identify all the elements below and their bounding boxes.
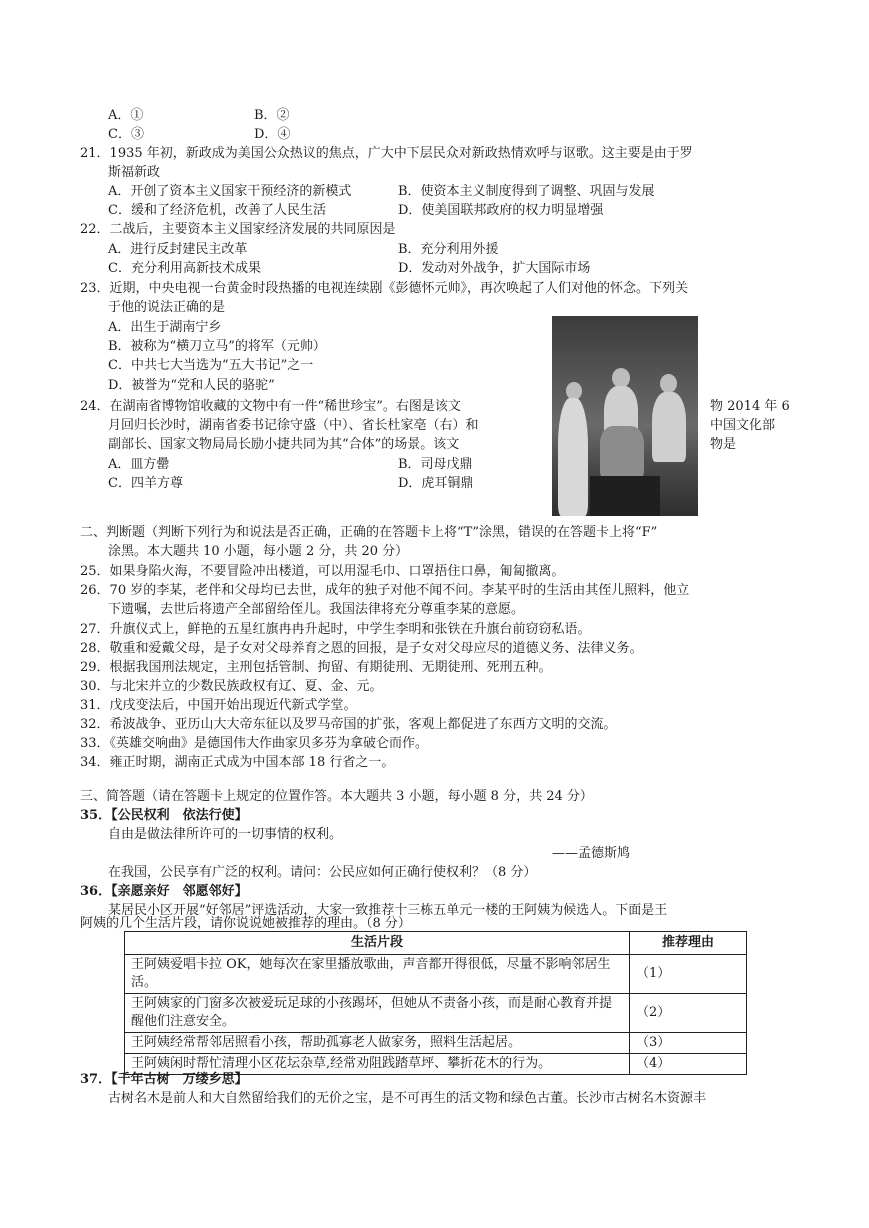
q22-option-d: D．发动对外战争，扩大国际市场 [398,261,591,276]
q21-option-a: A．开创了资本主义国家干预经济的新模式 [108,184,352,199]
q23-option-d: D．被誉为“党和人民的骆驼” [108,378,275,393]
q36-title: 36．【亲愿亲好 邻愿邻好】 [80,884,248,899]
q35-quote: 自由是做法律所许可的一切事情的权利。 [108,827,343,842]
episode-text: 王阿姨经常帮邻居照看小孩，帮助孤寡老人做家务，照料生活起居。 [125,1033,630,1054]
q37-title: 37．【千年古树 万缕乡思】 [80,1072,248,1087]
episode-text: 王阿姨爱唱卡拉 OK，她每次在家里播放歌曲，声音都开得很低，尽量不影响邻居生活。 [125,955,630,994]
q24-line3-right: 物是 [710,437,737,452]
q23-option-b: B．被称为“横刀立马”的将军（元帅） [108,339,326,354]
q21-option-c: C．缓和了经济危机，改善了人民生活 [108,203,326,218]
q25: 25．如果身陷火海，不要冒险冲出楼道，可以用湿毛巾、口罩捂住口鼻，匍匐撤离。 [80,564,565,579]
table-header-episode: 生活片段 [125,932,630,955]
q35-question: 在我国，公民享有广泛的权利。请问：公民应如何正确行使权利？（8 分） [108,865,537,880]
q26-cont: 下遗嘱，去世后将遗产全部留给侄儿。我国法律将充分尊重李某的意愿。 [108,602,525,617]
life-episodes-table [124,931,747,1075]
q24-option-d: D．虎耳铜鼎 [398,476,474,491]
q22-option-b: B．充分利用外援 [398,242,499,257]
q29: 29．根据我国刑法规定，主刑包括管制、拘留、有期徒刑、无期徒刑、死刑五种。 [80,660,552,675]
q23-option-c: C．中共七大当选为“五大书记”之一 [108,358,314,373]
q24-line2: 月回归长沙时，湖南省委书记徐守盛（中）、省长杜家亳（右）和 [108,418,479,433]
episode-text: 王阿姨家的门窗多次被爱玩足球的小孩踢坏，但她从不责备小孩，而是耐心教育并提醒他们注意安全。 [125,994,630,1033]
q24-line3: 副部长、国家文物局局长励小捷共同为其“合体”的场景。该文 [108,437,460,452]
q28: 28．敬重和爱戴父母，是子女对父母养育之恩的回报，是子女对父母应尽的道德义务、法律义务。 [80,641,643,656]
q26: 26．70 岁的李某，老伴和父母均已去世，成年的独子对他不闻不问。李某平时的生活由其侄儿照料，他立 [80,583,690,598]
reason-cell: （4） [630,1054,747,1075]
q31: 31．戊戌变法后，中国开始出现近代新式学堂。 [80,698,357,713]
q21-option-b: B．使资本主义制度得到了调整、巩固与发展 [398,184,655,199]
q23-stem-cont: 于他的说法正确的是 [108,300,226,315]
section2-heading: 二、判断题（判断下列行为和说法是否正确，正确的在答题卡上将“T”涂黑，错误的在答题卡上将“F” [80,525,658,540]
reason-cell: （1） [630,955,747,994]
q27: 27．升旗仪式上，鲜艳的五星红旗冉冉升起时，中学生李明和张铁在升旗台前窃窃私语。 [80,622,591,637]
q35-quote-author: ——孟德斯鸠 [552,846,631,861]
q22-stem: 22．二战后，主要资本主义国家经济发展的共同原因是 [80,222,396,237]
q21-option-d: D．使美国联邦政府的权力明显增强 [398,203,604,218]
q20-option-a: A．① [108,108,144,123]
q21-stem-cont: 斯福新政 [108,165,161,180]
section2-heading-cont: 涂黑。本大题共 10 小题，每小题 2 分，共 20 分） [108,544,409,559]
q24-option-c: C．四羊方尊 [108,476,183,491]
q24-line2-right: 中国文化部 [710,418,776,433]
q37-text: 古树名木是前人和大自然留给我们的无价之宝，是不可再生的活文物和绿色古董。长沙市古树名木资源丰 [108,1091,707,1106]
q36-text: 某居民小区开展“好邻居”评选活动，大家一致推荐十三栋五单元一楼的王阿姨为候选人。下面是王 [108,903,668,918]
q24-line1: 24．在湖南省博物馆收藏的文物中有一件“稀世珍宝”。右图是该文 [80,399,461,414]
table-header-row [125,932,747,955]
q35-title: 35．【公民权利 依法行使】 [80,808,248,823]
q34: 34．雍正时期，湖南正式成为中国本部 18 行省之一。 [80,755,395,770]
q21-stem: 21．1935 年初，新政成为美国公众热议的焦点，广大中下层民众对新政热情欢呼与讴歌。这主要是由于罗 [80,146,693,161]
section3-heading: 三、简答题（请在答题卡上规定的位置作答。本大题共 3 小题，每小题 8 分，共 24 分） [80,789,593,804]
table-row [125,994,747,1033]
ceremony-photo [552,316,698,516]
q20-option-d: D．④ [254,127,291,142]
table-row [125,955,747,994]
table-row [125,1033,747,1054]
q20-option-c: C．③ [108,127,144,142]
q24-line1-right: 物 2014 年 6 [710,399,790,414]
q22-option-a: A．进行反封建民主改革 [108,242,248,257]
episode-text: 王阿姨闲时帮忙清理小区花坛杂草,经常劝阻践踏草坪、攀折花木的行为。 [125,1054,630,1075]
q24-option-a: A．皿方罍 [108,457,170,472]
q24-option-b: B．司母戊鼎 [398,457,473,472]
q32: 32．希波战争、亚历山大大帝东征以及罗马帝国的扩张，客观上都促进了东西方文明的交流。 [80,717,617,732]
reason-cell: （3） [630,1033,747,1054]
reason-cell: （2） [630,994,747,1033]
q22-option-c: C．充分利用高新技术成果 [108,261,261,276]
q36-text-cont: 阿姨的几个生活片段，请你说说她被推荐的理由。（8 分） [80,916,411,931]
q33: 33．《英雄交响曲》是德国伟大作曲家贝多芬为拿破仑而作。 [80,736,429,751]
q20-option-b: B．② [254,108,290,123]
q30: 30．与北宋并立的少数民族政权有辽、夏、金、元。 [80,679,383,694]
table-header-reason: 推荐理由 [630,932,747,955]
q23-option-a: A．出生于湖南宁乡 [108,320,222,335]
q23-stem: 23．近期，中央电视一台黄金时段热播的电视连续剧《彭德怀元帅》，再次唤起了人们对他的怀念。下列关 [80,281,689,296]
